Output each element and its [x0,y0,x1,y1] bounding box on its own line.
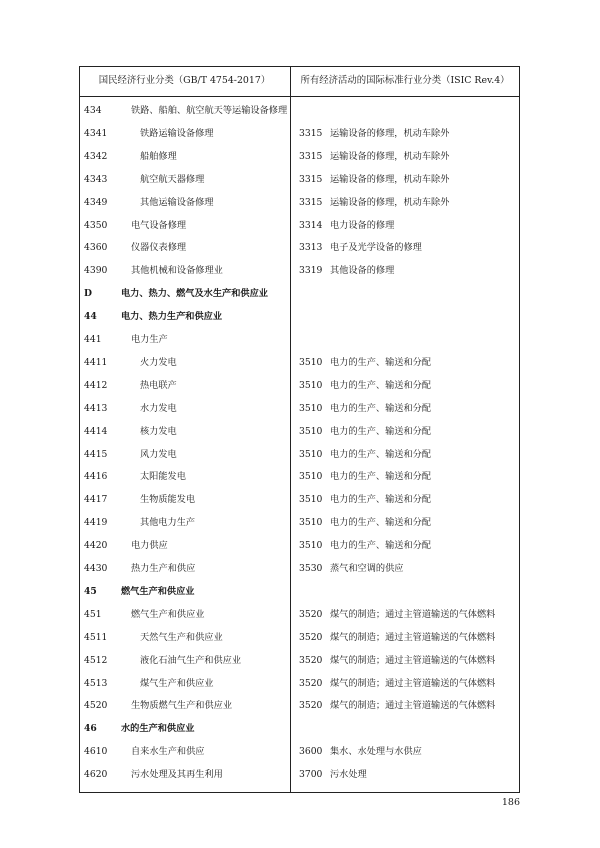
isic-category-name: 运输设备的修理，机动车除外 [330,196,450,208]
gbt-category-name: 仪器仪表修理 [131,242,187,254]
table-row [0,397,600,420]
gbt-category-name: 热电联产 [140,379,177,391]
table-row [0,145,600,168]
isic-category-name: 电力的生产、输送和分配 [330,471,432,483]
table-row [0,282,600,305]
gbt-category-name: 水力发电 [140,402,177,414]
gbt-category-name: 液化石油气生产和供应业 [140,654,242,666]
isic-code: 3510 [299,517,323,529]
gbt-code: 45 [84,585,97,597]
table-row [0,122,600,145]
isic-category-name: 煤气的制造；通过主管道输送的气体燃料 [330,700,496,712]
gbt-code: 4414 [84,425,108,437]
gbt-code: 4520 [84,700,108,712]
isic-code: 3315 [299,150,323,162]
gbt-code: 4430 [84,563,108,574]
table-row [0,672,600,695]
isic-code: 3319 [299,265,323,277]
table-row [0,351,600,374]
gbt-code: 44 [84,311,97,323]
isic-code: 3313 [299,242,323,254]
gbt-category-name: 水的生产和供应业 [121,723,195,735]
isic-category-name: 污水处理 [330,769,367,781]
isic-code: 3510 [299,379,323,391]
gbt-code: 46 [84,723,97,735]
table-row [0,603,600,626]
gbt-category-name: 生物质能发电 [140,494,196,506]
isic-code: 3520 [299,700,323,712]
gbt-category-name: 风力发电 [140,448,177,460]
isic-category-name: 煤气的制造；通过主管道输送的气体燃料 [330,654,496,666]
gbt-code: 4620 [84,769,108,781]
gbt-category-name: 煤气生产和供应业 [140,677,214,689]
isic-category-name: 运输设备的修理，机动车除外 [330,127,450,139]
isic-category-name: 其他设备的修理 [330,265,395,277]
gbt-code: 4416 [84,471,108,483]
gbt-category-name: 电力、热力生产和供应业 [121,311,223,323]
gbt-code: 4420 [84,540,108,552]
gbt-code: 434 [84,105,102,116]
isic-category-name: 运输设备的修理，机动车除外 [330,150,450,162]
isic-code: 3315 [299,127,323,139]
gbt-category-name: 燃气生产和供应业 [131,608,205,620]
isic-category-name: 电力设备的修理 [330,219,395,231]
isic-code: 3315 [299,196,323,208]
gbt-code: 4349 [84,196,108,208]
header-isic: 所有经济活动的国际标准行业分类（ISIC Rev.4） [300,75,510,86]
isic-category-name: 电力的生产、输送和分配 [330,448,432,460]
gbt-category-name: 其他运输设备修理 [140,196,214,208]
isic-code: 3510 [299,494,323,506]
gbt-code: 441 [84,334,102,345]
gbt-category-name: 天然气生产和供应业 [140,631,223,643]
isic-code: 3520 [299,677,323,689]
gbt-category-name: 船舶修理 [140,150,177,162]
table-row [0,236,600,259]
gbt-code: 4513 [84,677,108,689]
table-row [0,420,600,443]
table-row [0,694,600,717]
gbt-code: 4610 [84,746,108,758]
isic-code: 3314 [299,219,323,231]
table-row [0,328,600,351]
isic-category-name: 电力的生产、输送和分配 [330,379,432,391]
gbt-code: 4511 [84,631,108,643]
gbt-category-name: 其他机械和设备修理业 [131,265,223,277]
isic-category-name: 电力的生产、输送和分配 [330,425,432,437]
gbt-code: D [84,288,92,300]
isic-code: 3700 [299,769,323,781]
gbt-code: 4360 [84,242,108,254]
isic-category-name: 电力的生产、输送和分配 [330,356,432,368]
isic-category-name: 蒸气和空调的供应 [330,563,404,574]
isic-code: 3520 [299,631,323,643]
gbt-code: 4411 [84,356,108,368]
table-row [0,99,600,122]
gbt-category-name: 核力发电 [140,425,177,437]
table-row [0,534,600,557]
table-row [0,511,600,534]
isic-code: 3510 [299,425,323,437]
isic-category-name: 电力的生产、输送和分配 [330,517,432,529]
gbt-category-name: 燃气生产和供应业 [121,585,195,597]
isic-category-name: 电子及光学设备的修理 [330,242,422,254]
isic-category-name: 煤气的制造；通过主管道输送的气体燃料 [330,631,496,643]
table-row [0,443,600,466]
table-row [0,740,600,763]
gbt-category-name: 航空航天器修理 [140,173,205,185]
page-number: 186 [501,797,520,808]
isic-category-name: 煤气的制造；通过主管道输送的气体燃料 [330,608,496,620]
isic-category-name: 煤气的制造；通过主管道输送的气体燃料 [330,677,496,689]
isic-code: 3600 [299,746,323,758]
gbt-category-name: 污水处理及其再生利用 [131,769,223,781]
gbt-category-name: 电力供应 [131,540,168,552]
table-row [0,465,600,488]
table-row [0,763,600,786]
table-row [0,580,600,603]
isic-category-name: 电力的生产、输送和分配 [330,540,432,552]
isic-category-name: 电力的生产、输送和分配 [330,494,432,506]
gbt-code: 4390 [84,265,108,277]
isic-code: 3315 [299,173,323,185]
gbt-category-name: 自来水生产和供应 [131,746,205,758]
gbt-category-name: 铁路、船舶、航空航天等运输设备修理 [131,105,288,116]
gbt-code: 4415 [84,448,108,460]
gbt-category-name: 太阳能发电 [140,471,186,483]
gbt-code: 4512 [84,654,108,666]
table-row [0,557,600,580]
gbt-category-name: 生物质燃气生产和供应业 [131,700,233,712]
gbt-code: 4342 [84,150,108,162]
table-row [0,649,600,672]
gbt-category-name: 其他电力生产 [140,517,196,529]
gbt-code: 4412 [84,379,108,391]
table-row [0,168,600,191]
table-row [0,259,600,282]
gbt-category-name: 电力生产 [131,334,168,345]
isic-code: 3520 [299,654,323,666]
isic-code: 3510 [299,402,323,414]
isic-code: 3510 [299,448,323,460]
table-row [0,488,600,511]
isic-code: 3530 [299,563,323,574]
isic-category-name: 集水、水处理与水供应 [330,746,422,758]
table-row [0,717,600,740]
isic-code: 3510 [299,356,323,368]
table-row [0,305,600,328]
gbt-code: 4419 [84,517,108,529]
gbt-code: 451 [84,608,102,620]
gbt-code: 4341 [84,127,108,139]
gbt-category-name: 电力、热力、燃气及水生产和供应业 [121,288,268,300]
gbt-category-name: 火力发电 [140,356,177,368]
header-gbt: 国民经济行业分类（GB/T 4754-2017） [98,75,271,86]
isic-category-name: 电力的生产、输送和分配 [330,402,432,414]
table-row [0,374,600,397]
header-divider [79,96,520,97]
gbt-category-name: 热力生产和供应 [131,563,196,574]
gbt-category-name: 铁路运输设备修理 [140,127,214,139]
gbt-code: 4350 [84,219,108,231]
isic-code: 3510 [299,540,323,552]
isic-code: 3510 [299,471,323,483]
gbt-category-name: 电气设备修理 [131,219,187,231]
gbt-code: 4343 [84,173,108,185]
table-row [0,626,600,649]
isic-category-name: 运输设备的修理，机动车除外 [330,173,450,185]
table-row [0,214,600,237]
table-row [0,191,600,214]
gbt-code: 4413 [84,402,108,414]
gbt-code: 4417 [84,494,108,506]
isic-code: 3520 [299,608,323,620]
